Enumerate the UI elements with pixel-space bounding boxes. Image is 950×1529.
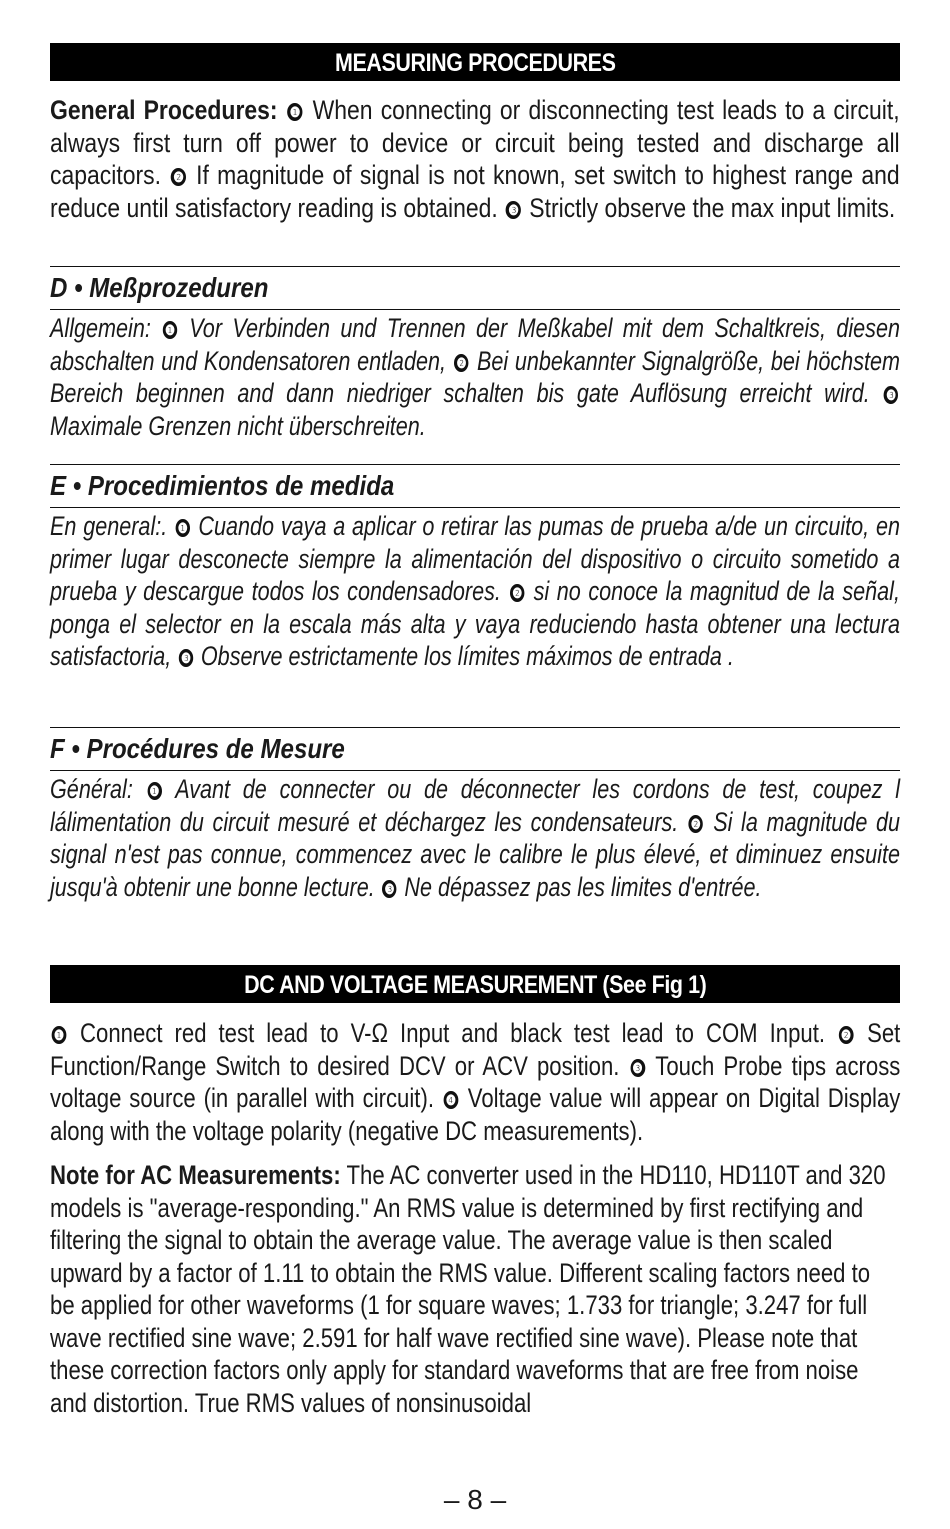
marker-1-icon: ❶ xyxy=(287,103,302,121)
french-item-1: Avant de connecter ou de déconnecter les cordons de test, coupez l lálimentation du circuit mesuré et déchargez les condensateurs. xyxy=(50,774,900,837)
german-item-2: Bei unbekannter Signalgröße, bei höchstem Bereich beginnen and dann niedriger schalten bis gate Auflösung erreicht wird. xyxy=(50,345,900,408)
marker-3-icon: ❸ xyxy=(179,649,193,667)
marker-2-icon: ❷ xyxy=(689,815,703,833)
ac-note-lead: Note for AC Measurements: xyxy=(50,1160,341,1190)
banner-title: DC AND VOLTAGE MEASUREMENT (See Fig 1) xyxy=(50,965,900,1003)
marker-3-icon: ❸ xyxy=(630,1059,645,1077)
spanish-item-3: Observe estrictamente los límites máximos de entrada . xyxy=(200,641,734,671)
french-item-2: Si la magnitude du signal n'est pas connue, commencez avec le calibre le plus élevé, et diminuez ensuite jusqu'à obtenir une bonne lecture. xyxy=(50,806,900,902)
spanish-item-1: Cuando vaya a aplicar o retirar las pumas de prueba a/de un circuito, en primer lugar desconecte siempre la alimentación del dispositivo o circuito sometido a prueba y descargue todos los condensadores. xyxy=(50,511,900,606)
german-paragraph xyxy=(50,312,900,442)
german-section-title xyxy=(50,266,900,310)
spanish-item-2: si no conoce la magnitud de la señal, ponga el selector en la escala más alta y vaya reduciendo hasta obtener una lectura satisfactoria, xyxy=(50,576,900,671)
marker-3-icon: ❸ xyxy=(382,880,396,898)
dc-voltage-banner xyxy=(50,965,900,1003)
general-procedures-lead: General Procedures: xyxy=(50,95,278,125)
marker-2-icon: ❷ xyxy=(171,168,186,186)
general-procedures-paragraph xyxy=(50,94,900,244)
general-item-2: If magnitude of signal is not known, set switch to highest range and reduce until satisfactory reading is obtained. xyxy=(50,160,900,223)
french-lead: Général: xyxy=(50,774,133,804)
dc-step-4: Voltage value will appear on Digital Display along with the voltage polarity (negative DC measurements). xyxy=(50,1083,901,1146)
dc-voltage-steps xyxy=(50,1017,900,1147)
marker-1-icon: ❶ xyxy=(52,1026,67,1044)
marker-3-icon: ❸ xyxy=(884,386,898,404)
spanish-title-text: E • Procedimientos de medida xyxy=(50,470,395,501)
dc-step-1: Connect red test lead to V-Ω Input and black test lead to COM Input. xyxy=(80,1018,826,1048)
dc-step-3: Touch Probe tips across voltage source (in parallel with circuit). xyxy=(50,1050,901,1113)
french-title-text: F • Procédures de Mesure xyxy=(50,733,345,764)
german-item-1: Vor Verbinden und Trennen der Meßkabel mit dem Schaltkreis, diesen abschalten und Kondensatoren entladen, xyxy=(50,313,900,376)
marker-4-icon: ❹ xyxy=(444,1091,459,1109)
german-lead: Allgemein: xyxy=(50,313,151,343)
ac-note-paragraph xyxy=(50,1159,900,1419)
french-paragraph xyxy=(50,773,900,935)
french-item-3: Ne dépassez pas les limites d'entrée. xyxy=(404,871,762,902)
german-title-text: D • Meßprozeduren xyxy=(50,272,269,303)
dc-step-2: Set Function/Range Switch to desired DCV or ACV position. xyxy=(50,1018,901,1081)
marker-2-icon: ❷ xyxy=(454,354,468,372)
german-item-3: Maximale Grenzen nicht überschreiten. xyxy=(50,410,426,441)
measuring-procedures-banner xyxy=(50,43,900,81)
marker-2-icon: ❷ xyxy=(839,1026,854,1044)
ac-note-text: The AC converter used in the HD110, HD110T and 320 models is "average-responding." An RMS value is determined by first rectifying and filtering the signal to obtain the average value. The average value is then scaled upward by a factor of 1.11 to obtain the RMS value. Different scaling factors need to be applied for other waveforms (1 for square waves; 1.733 for triangle; 3.247 for full wave rectified sine wave; 2.591 for half wave rectified sine wave). Please note that these correction factors only apply for standard waveforms that are free from noise and distortion. True RMS values of nonsinusoidal xyxy=(50,1160,886,1418)
banner-title: MEASURING PROCEDURES xyxy=(50,43,900,81)
spanish-section-title xyxy=(50,464,900,508)
page-number: – 8 – xyxy=(443,1484,507,1515)
spanish-paragraph xyxy=(50,510,900,705)
french-section-title xyxy=(50,727,900,771)
manual-page xyxy=(50,43,900,1419)
general-item-3: Strictly observe the max input limits. xyxy=(529,192,896,223)
marker-1-icon: ❶ xyxy=(176,519,190,537)
spanish-lead: En general:. xyxy=(50,511,168,541)
marker-1-icon: ❶ xyxy=(147,782,161,800)
general-item-1: When connecting or disconnecting test leads to a circuit, always first turn off power to device or circuit being tested and discharge all capacitors. xyxy=(50,95,900,190)
marker-3-icon: ❸ xyxy=(506,201,521,219)
marker-1-icon: ❶ xyxy=(163,321,177,339)
marker-2-icon: ❷ xyxy=(510,584,524,602)
